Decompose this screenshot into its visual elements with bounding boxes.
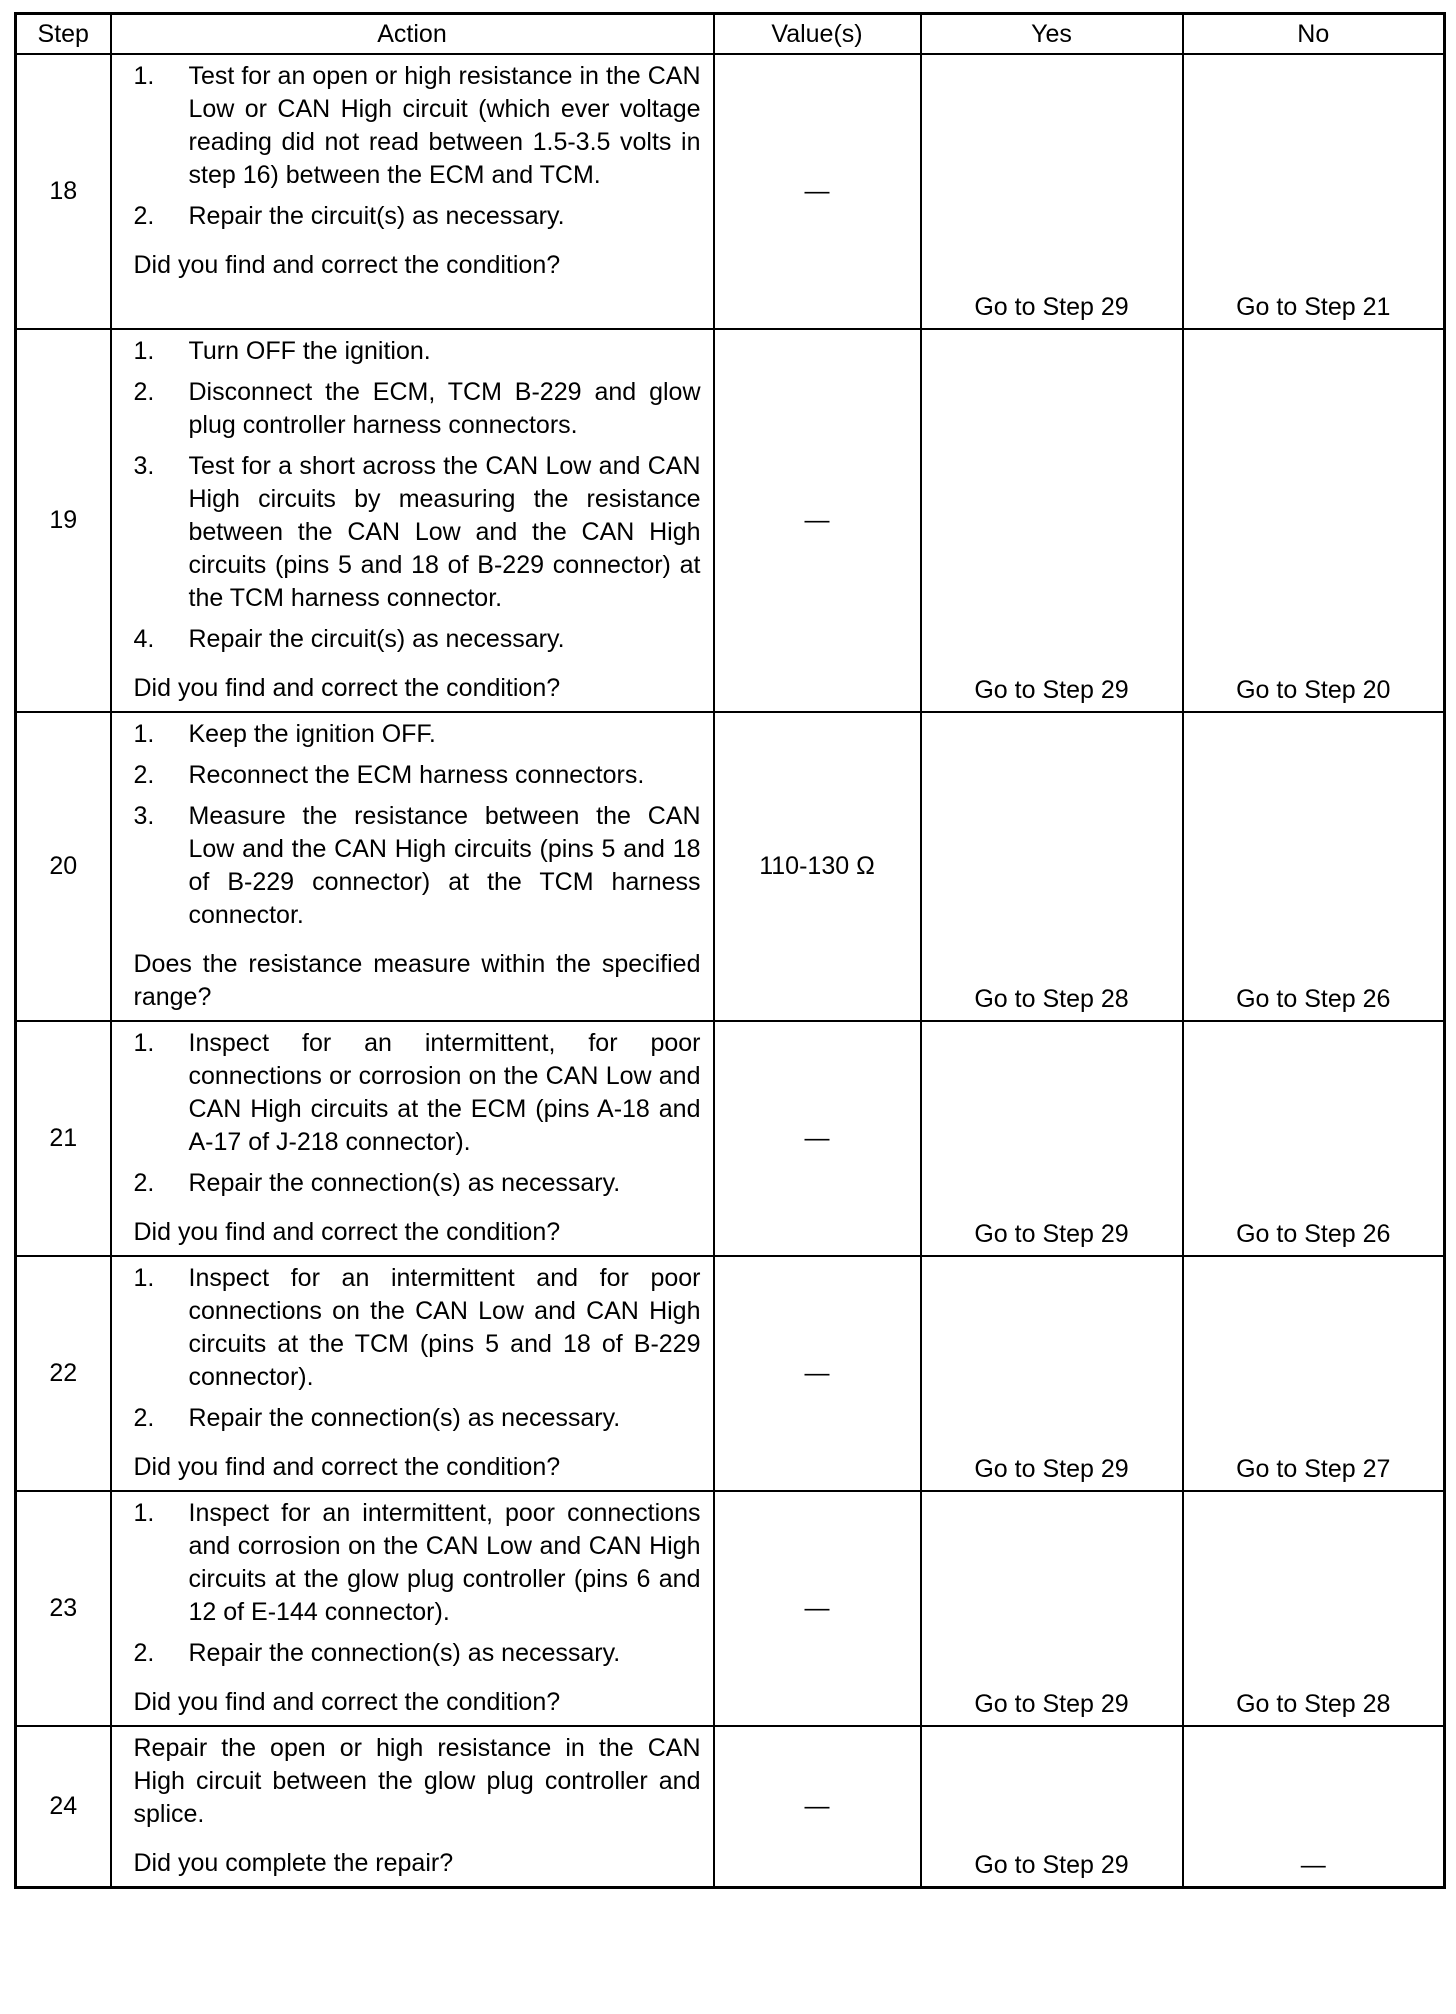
action-item-number: 1. [133,1499,155,1527]
action-item-text: Reconnect the ECM harness connectors. [188,761,645,789]
table-row [16,1256,1445,1491]
no-cell: Go to Step 21 [1183,54,1445,329]
action-item-number: 2. [133,202,155,230]
diagnostic-table [14,12,1446,1889]
no-cell: — [1183,1726,1445,1888]
action-item-text: Repair the connection(s) as necessary. [188,1169,621,1197]
value-cell: 110-130 Ω [714,712,921,1021]
action-question: Did you find and correct the condition? [133,1453,561,1481]
action-cell [111,712,714,1021]
action-paragraph: Repair the open or high resistance in the CAN High circuit between the glow plug controller and splice. [133,1734,701,1828]
action-item-text: Test for a short across the CAN Low and CAN High circuits by measuring the resistance between the CAN Low and the CAN High circuits (pins 5 and 18 of B-229 connector) at the TCM harness connector. [188,452,701,612]
step-number-cell: 23 [16,1491,111,1726]
value-cell: — [714,329,921,712]
action-item-number: 2. [133,1169,155,1197]
action-item-text: Disconnect the ECM, TCM B-229 and glow plug controller harness connectors. [188,378,701,439]
header-values: Value(s) [714,14,921,55]
action-item-number: 1. [133,1029,155,1057]
value-cell: — [714,54,921,329]
value-cell: — [714,1726,921,1888]
action-item-text: Turn OFF the ignition. [188,337,431,365]
action-list-item [134,1027,701,1159]
action-list-item [134,376,701,442]
action-list-item [134,200,701,233]
yes-cell: Go to Step 29 [921,1256,1183,1491]
action-item-text: Repair the circuit(s) as necessary. [188,202,565,230]
no-cell: Go to Step 28 [1183,1491,1445,1726]
action-cell [111,1256,714,1491]
step-number-cell: 20 [16,712,111,1021]
yes-cell: Go to Step 29 [921,1021,1183,1256]
action-item-text: Repair the circuit(s) as necessary. [188,625,565,653]
action-item-number: 2. [133,1639,155,1667]
action-item-text: Inspect for an intermittent and for poor connections on the CAN Low and CAN High circuits at the TCM (pins 5 and 18 of B-229 connector). [188,1264,701,1391]
action-list-item [134,800,701,932]
step-number-cell: 18 [16,54,111,329]
action-item-number: 3. [133,802,155,830]
action-list-item [134,759,701,792]
action-item-number: 3. [133,452,155,480]
action-cell [111,1021,714,1256]
table-row [16,1021,1445,1256]
action-cell [111,54,714,329]
action-item-text: Measure the resistance between the CAN Low and the CAN High circuits (pins 5 and 18 of B-229 connector) at the TCM harness connector. [188,802,701,929]
action-item-number: 2. [133,761,155,789]
value-cell: — [714,1256,921,1491]
step-number-cell: 19 [16,329,111,712]
action-question: Did you find and correct the condition? [133,1688,561,1716]
action-list-item [134,450,701,615]
table-row [16,712,1445,1021]
yes-cell: Go to Step 28 [921,712,1183,1021]
action-question: Did you find and correct the condition? [133,251,561,279]
yes-cell: Go to Step 29 [921,1726,1183,1888]
step-number-cell: 22 [16,1256,111,1491]
action-question: Does the resistance measure within the specified range? [133,950,701,1011]
action-list-item [134,335,701,368]
table-header-row [16,14,1445,55]
action-item-number: 1. [133,337,155,365]
step-number-cell: 24 [16,1726,111,1888]
action-cell [111,1726,714,1888]
action-list-item [134,1497,701,1629]
action-item-number: 2. [133,1404,155,1432]
table-row [16,1491,1445,1726]
action-question: Did you find and correct the condition? [133,1218,561,1246]
value-cell: — [714,1021,921,1256]
action-question: Did you complete the repair? [133,1849,454,1877]
action-item-text: Inspect for an intermittent, for poor connections or corrosion on the CAN Low and CAN High circuits at the ECM (pins A-18 and A-17 of J-218 connector). [188,1029,701,1156]
yes-cell: Go to Step 29 [921,1491,1183,1726]
action-item-number: 4. [133,625,155,653]
action-item-text: Test for an open or high resistance in the CAN Low or CAN High circuit (which ever voltage reading did not read between 1.5-3.5 volts in step 16) between the ECM and TCM. [188,62,701,189]
no-cell: Go to Step 27 [1183,1256,1445,1491]
action-list-item [134,1167,701,1200]
action-item-number: 1. [133,1264,155,1292]
action-list-item [134,60,701,192]
action-item-text: Repair the connection(s) as necessary. [188,1404,621,1432]
header-no: No [1183,14,1445,55]
action-item-number: 2. [133,378,155,406]
action-item-text: Inspect for an intermittent, poor connections and corrosion on the CAN Low and CAN High circuits at the glow plug controller (pins 6 and 12 of E-144 connector). [188,1499,701,1626]
step-number-cell: 21 [16,1021,111,1256]
action-cell [111,329,714,712]
action-list-item [134,623,701,656]
yes-cell: Go to Step 29 [921,54,1183,329]
action-cell [111,1491,714,1726]
action-list-item [134,718,701,751]
action-list-item [134,1402,701,1435]
action-item-text: Repair the connection(s) as necessary. [188,1639,621,1667]
no-cell: Go to Step 26 [1183,712,1445,1021]
header-yes: Yes [921,14,1183,55]
header-action: Action [111,14,714,55]
action-list-item [134,1262,701,1394]
action-list-item [134,1637,701,1670]
no-cell: Go to Step 26 [1183,1021,1445,1256]
document-page [14,12,1443,1889]
header-step: Step [16,14,111,55]
table-row [16,329,1445,712]
action-item-text: Keep the ignition OFF. [188,720,436,748]
value-cell: — [714,1491,921,1726]
action-item-number: 1. [133,720,155,748]
no-cell: Go to Step 20 [1183,329,1445,712]
action-item-number: 1. [133,62,155,90]
yes-cell: Go to Step 29 [921,329,1183,712]
action-question: Did you find and correct the condition? [133,674,561,702]
table-row [16,1726,1445,1888]
table-row [16,54,1445,329]
